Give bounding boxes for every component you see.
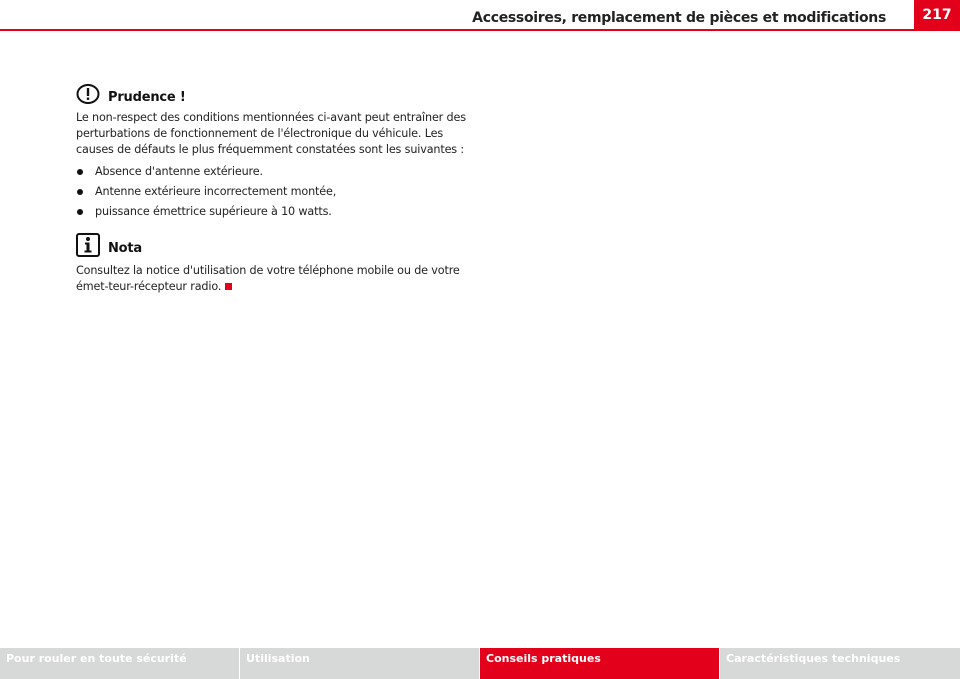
bullet-icon <box>77 169 83 175</box>
bullet-icon <box>77 209 83 215</box>
tab-technical-specs[interactable]: Caractéristiques techniques <box>720 648 960 679</box>
header-divider <box>0 29 960 31</box>
note-box <box>76 233 476 295</box>
page-number: 217 <box>914 0 960 29</box>
tab-practical-tips[interactable]: Conseils pratiques <box>480 648 719 679</box>
tab-operation[interactable]: Utilisation <box>240 648 479 679</box>
bullet-icon <box>77 189 83 195</box>
list-item: Antenne extérieure incorrectement montée, <box>76 184 476 200</box>
info-icon <box>76 233 100 257</box>
list-item: puissance émettrice supérieure à 10 watts. <box>76 204 476 220</box>
tab-safety[interactable]: Pour rouler en toute sécurité <box>0 648 239 679</box>
footer-nav <box>0 648 960 679</box>
caution-box <box>76 84 476 224</box>
caution-heading: Prudence ! <box>108 90 186 105</box>
note-text: Consultez la notice d'utilisation de votre téléphone mobile ou de votre émet-teur-récepteur radio. <box>76 264 460 293</box>
caution-text: Le non-respect des conditions mentionnées ci-avant peut entraîner des perturbations de fonctionnement de l'électronique du véhicule. Les causes de défauts le plus fréquemment constatées sont les suivantes : <box>76 111 466 156</box>
caution-list <box>76 164 476 220</box>
end-mark-icon <box>225 283 232 290</box>
list-item: Absence d'antenne extérieure. <box>76 164 476 180</box>
page-title: Accessoires, remplacement de pièces et modifications <box>472 10 886 26</box>
note-heading: Nota <box>108 241 142 256</box>
caution-icon <box>76 84 100 106</box>
